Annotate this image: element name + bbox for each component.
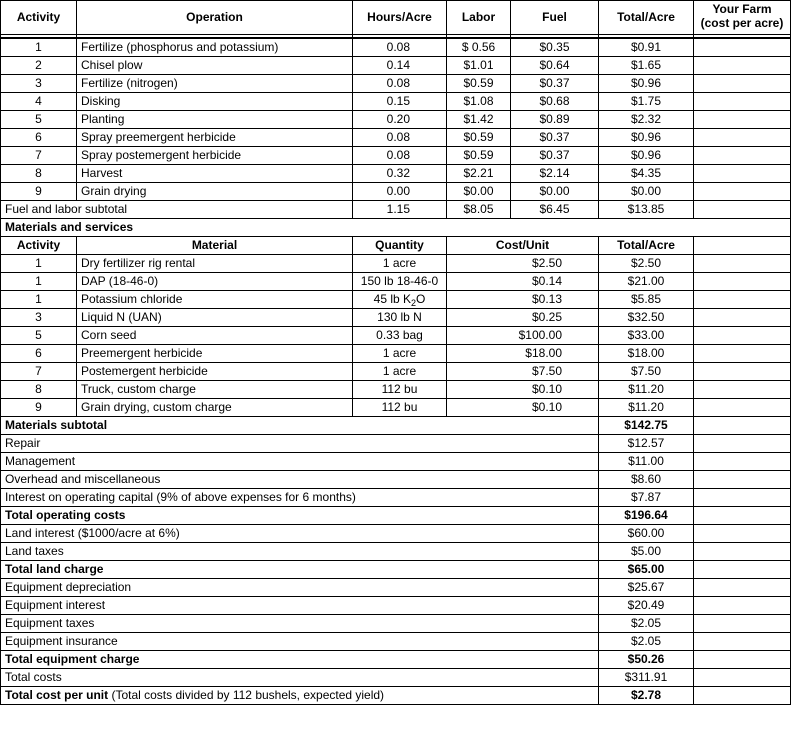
operation-name: Disking — [77, 93, 353, 111]
material-name: DAP (18-46-0) — [77, 273, 353, 291]
labor-value: $0.59 — [447, 129, 511, 147]
activity-number: 1 — [1, 291, 77, 309]
your-farm-input[interactable] — [694, 489, 791, 507]
hours-acre-value: 0.08 — [353, 75, 447, 93]
fuel-value: $0.37 — [511, 147, 599, 165]
quantity-text: O — [416, 292, 426, 306]
material-name: Corn seed — [77, 327, 353, 345]
labor-value: $1.08 — [447, 93, 511, 111]
materials-section-title: Materials and services — [1, 219, 791, 237]
activity-number: 1 — [1, 38, 77, 57]
header-hours-acre: Hours/Acre — [353, 1, 447, 35]
subtotal-fuel: $6.45 — [511, 201, 599, 219]
your-farm-input[interactable] — [694, 345, 791, 363]
material-row — [1, 255, 791, 273]
your-farm-input[interactable] — [694, 129, 791, 147]
operation-name: Spray postemergent herbicide — [77, 147, 353, 165]
your-farm-input[interactable] — [694, 57, 791, 75]
header-your-farm-line2: (cost per acre) — [700, 16, 784, 30]
summary-label: Equipment depreciation — [1, 579, 599, 597]
total-acre-value: $4.35 — [599, 165, 694, 183]
header-fuel: Fuel — [511, 1, 599, 35]
your-farm-input[interactable] — [694, 453, 791, 471]
activity-number: 3 — [1, 309, 77, 327]
quantity-value: 112 bu — [353, 381, 447, 399]
summary-row — [1, 435, 791, 453]
subtotal-label: Fuel and labor subtotal — [1, 201, 353, 219]
materials-header-material: Material — [77, 237, 353, 255]
summary-value: $2.05 — [599, 615, 694, 633]
fuel-value: $0.68 — [511, 93, 599, 111]
activity-number: 8 — [1, 381, 77, 399]
summary-row — [1, 633, 791, 651]
your-farm-input[interactable] — [694, 669, 791, 687]
cost-unit-value: $0.10 — [447, 399, 599, 417]
materials-header-row — [1, 237, 791, 255]
your-farm-input[interactable] — [694, 543, 791, 561]
summary-label: Materials subtotal — [1, 417, 599, 435]
summary-value: $196.64 — [599, 507, 694, 525]
your-farm-input[interactable] — [694, 237, 791, 255]
summary-label: Repair — [1, 435, 599, 453]
labor-value: $1.01 — [447, 57, 511, 75]
fuel-value: $2.14 — [511, 165, 599, 183]
summary-label: Total operating costs — [1, 507, 599, 525]
quantity-value: 1 acre — [353, 345, 447, 363]
material-row — [1, 381, 791, 399]
activity-number: 6 — [1, 345, 77, 363]
total-acre-value: $0.91 — [599, 38, 694, 57]
total-acre-value: $7.50 — [599, 363, 694, 381]
summary-value: $2.05 — [599, 633, 694, 651]
total-acre-value: $2.50 — [599, 255, 694, 273]
activity-number: 7 — [1, 363, 77, 381]
activity-number: 9 — [1, 183, 77, 201]
header-your-farm-line1: Your Farm — [712, 2, 772, 16]
your-farm-input[interactable] — [694, 183, 791, 201]
summary-label: Interest on operating capital (9% of above expenses for 6 months) — [1, 489, 599, 507]
activity-number: 9 — [1, 399, 77, 417]
activity-number: 7 — [1, 147, 77, 165]
labor-value: $0.59 — [447, 75, 511, 93]
summary-row — [1, 489, 791, 507]
total-acre-value: $33.00 — [599, 327, 694, 345]
activity-number: 4 — [1, 93, 77, 111]
activity-number: 3 — [1, 75, 77, 93]
summary-label: Equipment interest — [1, 597, 599, 615]
cost-unit-value: $0.14 — [447, 273, 599, 291]
summary-value: $142.75 — [599, 417, 694, 435]
your-farm-input[interactable] — [694, 597, 791, 615]
operation-row — [1, 165, 791, 183]
cost-unit-value: $18.00 — [447, 345, 599, 363]
cost-unit-value: $0.25 — [447, 309, 599, 327]
total-per-unit-label-bold: Total cost per unit — [5, 688, 109, 702]
total-per-unit-note: (Total costs divided by 112 bushels, expected yield) — [108, 688, 385, 702]
hours-acre-value: 0.00 — [353, 183, 447, 201]
your-farm-input[interactable] — [694, 255, 791, 273]
summary-value: $311.91 — [599, 669, 694, 687]
material-row — [1, 327, 791, 345]
total-acre-value: $21.00 — [599, 273, 694, 291]
material-row — [1, 309, 791, 327]
operation-row — [1, 93, 791, 111]
your-farm-input[interactable] — [694, 507, 791, 525]
your-farm-input[interactable] — [694, 309, 791, 327]
your-farm-input[interactable] — [694, 147, 791, 165]
your-farm-input[interactable] — [694, 471, 791, 489]
quantity-value: 1 acre — [353, 255, 447, 273]
materials-section-title-row — [1, 219, 791, 237]
your-farm-input[interactable] — [694, 111, 791, 129]
activity-number: 8 — [1, 165, 77, 183]
activity-number: 1 — [1, 255, 77, 273]
hours-acre-value: 0.20 — [353, 111, 447, 129]
summary-value: $60.00 — [599, 525, 694, 543]
summary-label: Total equipment charge — [1, 651, 599, 669]
summary-row — [1, 507, 791, 525]
fuel-value: $0.00 — [511, 183, 599, 201]
operation-name: Fertilize (phosphorus and potassium) — [77, 38, 353, 57]
total-acre-value: $11.20 — [599, 381, 694, 399]
total-acre-value: $11.20 — [599, 399, 694, 417]
hours-acre-value: 0.32 — [353, 165, 447, 183]
fuel-value: $0.37 — [511, 75, 599, 93]
header-operation: Operation — [77, 1, 353, 35]
hours-acre-value: 0.14 — [353, 57, 447, 75]
quantity-subscript: 2 — [411, 298, 417, 308]
subtotal-total: $13.85 — [599, 201, 694, 219]
hours-acre-value: 0.15 — [353, 93, 447, 111]
operation-name: Chisel plow — [77, 57, 353, 75]
total-acre-value: $1.65 — [599, 57, 694, 75]
material-row — [1, 273, 791, 291]
your-farm-input[interactable] — [694, 291, 791, 309]
summary-label: Equipment taxes — [1, 615, 599, 633]
total-acre-value: $0.96 — [599, 147, 694, 165]
summary-value: $8.60 — [599, 471, 694, 489]
your-farm-input[interactable] — [694, 525, 791, 543]
summary-value: $25.67 — [599, 579, 694, 597]
header-your-farm — [694, 1, 791, 35]
summary-row — [1, 417, 791, 435]
material-row — [1, 345, 791, 363]
summary-label: Total costs — [1, 669, 599, 687]
activity-number: 6 — [1, 129, 77, 147]
summary-row — [1, 579, 791, 597]
hours-acre-value: 0.08 — [353, 147, 447, 165]
fuel-value: $0.64 — [511, 57, 599, 75]
summary-label: Land interest ($1000/acre at 6%) — [1, 525, 599, 543]
your-farm-input[interactable] — [694, 579, 791, 597]
hours-acre-value: 0.08 — [353, 38, 447, 57]
summary-label: Land taxes — [1, 543, 599, 561]
summary-row — [1, 561, 791, 579]
materials-header-cost-unit: Cost/Unit — [447, 237, 599, 255]
material-name: Grain drying, custom charge — [77, 399, 353, 417]
your-farm-input[interactable] — [694, 687, 791, 705]
summary-value: $50.26 — [599, 651, 694, 669]
subtotal-labor: $8.05 — [447, 201, 511, 219]
material-row — [1, 363, 791, 381]
operation-name: Grain drying — [77, 183, 353, 201]
your-farm-input[interactable] — [694, 93, 791, 111]
activity-number: 5 — [1, 327, 77, 345]
labor-value: $0.00 — [447, 183, 511, 201]
your-farm-input[interactable] — [694, 435, 791, 453]
quantity-value: 150 lb 18-46-0 — [353, 273, 447, 291]
summary-row — [1, 525, 791, 543]
activity-number: 1 — [1, 273, 77, 291]
your-farm-input[interactable] — [694, 363, 791, 381]
your-farm-input[interactable] — [694, 633, 791, 651]
material-name: Potassium chloride — [77, 291, 353, 309]
operation-row — [1, 111, 791, 129]
summary-label: Overhead and miscellaneous — [1, 471, 599, 489]
operation-row — [1, 38, 791, 57]
summary-row — [1, 597, 791, 615]
summary-value: $12.57 — [599, 435, 694, 453]
operation-row — [1, 147, 791, 165]
material-name: Preemergent herbicide — [77, 345, 353, 363]
total-per-unit-value: $2.78 — [599, 687, 694, 705]
summary-row — [1, 453, 791, 471]
materials-header-activity: Activity — [1, 237, 77, 255]
materials-header-quantity: Quantity — [353, 237, 447, 255]
total-acre-value: $0.00 — [599, 183, 694, 201]
operation-name: Fertilize (nitrogen) — [77, 75, 353, 93]
your-farm-input[interactable] — [694, 75, 791, 93]
header-labor: Labor — [447, 1, 511, 35]
summary-row — [1, 651, 791, 669]
operation-name: Spray preemergent herbicide — [77, 129, 353, 147]
summary-value: $20.49 — [599, 597, 694, 615]
material-row — [1, 291, 791, 309]
quantity-value: 0.33 bag — [353, 327, 447, 345]
summary-label: Management — [1, 453, 599, 471]
fuel-value: $0.35 — [511, 38, 599, 57]
activity-number: 2 — [1, 57, 77, 75]
material-row — [1, 399, 791, 417]
activity-number: 5 — [1, 111, 77, 129]
header-activity: Activity — [1, 1, 77, 35]
fuel-labor-subtotal-row — [1, 201, 791, 219]
your-farm-input[interactable] — [694, 417, 791, 435]
total-acre-value: $2.32 — [599, 111, 694, 129]
your-farm-input[interactable] — [694, 615, 791, 633]
your-farm-input[interactable] — [694, 381, 791, 399]
material-name: Liquid N (UAN) — [77, 309, 353, 327]
total-acre-value: $0.96 — [599, 129, 694, 147]
labor-value: $1.42 — [447, 111, 511, 129]
summary-row — [1, 471, 791, 489]
summary-row — [1, 543, 791, 561]
total-acre-value: $1.75 — [599, 93, 694, 111]
total-per-unit-label — [1, 687, 599, 705]
cost-unit-value: $0.10 — [447, 381, 599, 399]
summary-label: Equipment insurance — [1, 633, 599, 651]
labor-value: $ 0.56 — [447, 38, 511, 57]
cost-unit-value: $0.13 — [447, 291, 599, 309]
header-total-acre: Total/Acre — [599, 1, 694, 35]
your-farm-input[interactable] — [694, 327, 791, 345]
operation-name: Planting — [77, 111, 353, 129]
labor-value: $0.59 — [447, 147, 511, 165]
quantity-text: 45 lb K — [373, 292, 411, 306]
fuel-value: $0.89 — [511, 111, 599, 129]
header-row — [1, 1, 791, 35]
fuel-value: $0.37 — [511, 129, 599, 147]
summary-row — [1, 669, 791, 687]
your-farm-input[interactable] — [694, 273, 791, 291]
operation-name: Harvest — [77, 165, 353, 183]
your-farm-input[interactable] — [694, 201, 791, 219]
material-name: Postemergent herbicide — [77, 363, 353, 381]
labor-value: $2.21 — [447, 165, 511, 183]
summary-value: $5.00 — [599, 543, 694, 561]
total-acre-value: $0.96 — [599, 75, 694, 93]
quantity-value — [353, 291, 447, 309]
material-name: Dry fertilizer rig rental — [77, 255, 353, 273]
your-farm-input[interactable] — [694, 165, 791, 183]
quantity-value: 112 bu — [353, 399, 447, 417]
summary-value: $65.00 — [599, 561, 694, 579]
your-farm-input[interactable] — [694, 399, 791, 417]
quantity-value: 130 lb N — [353, 309, 447, 327]
total-per-unit-row — [1, 687, 791, 705]
hours-acre-value: 0.08 — [353, 129, 447, 147]
material-name: Truck, custom charge — [77, 381, 353, 399]
your-farm-input[interactable] — [694, 561, 791, 579]
total-acre-value: $32.50 — [599, 309, 694, 327]
quantity-value: 1 acre — [353, 363, 447, 381]
cost-unit-value: $2.50 — [447, 255, 599, 273]
operation-row — [1, 129, 791, 147]
operation-row — [1, 183, 791, 201]
your-farm-input[interactable] — [694, 651, 791, 669]
operation-row — [1, 57, 791, 75]
summary-value: $7.87 — [599, 489, 694, 507]
subtotal-hours: 1.15 — [353, 201, 447, 219]
your-farm-input[interactable] — [694, 38, 791, 57]
operation-row — [1, 75, 791, 93]
total-acre-value: $18.00 — [599, 345, 694, 363]
cost-unit-value: $100.00 — [447, 327, 599, 345]
total-acre-value: $5.85 — [599, 291, 694, 309]
summary-label: Total land charge — [1, 561, 599, 579]
materials-header-total-acre: Total/Acre — [599, 237, 694, 255]
summary-row — [1, 615, 791, 633]
summary-value: $11.00 — [599, 453, 694, 471]
cost-unit-value: $7.50 — [447, 363, 599, 381]
